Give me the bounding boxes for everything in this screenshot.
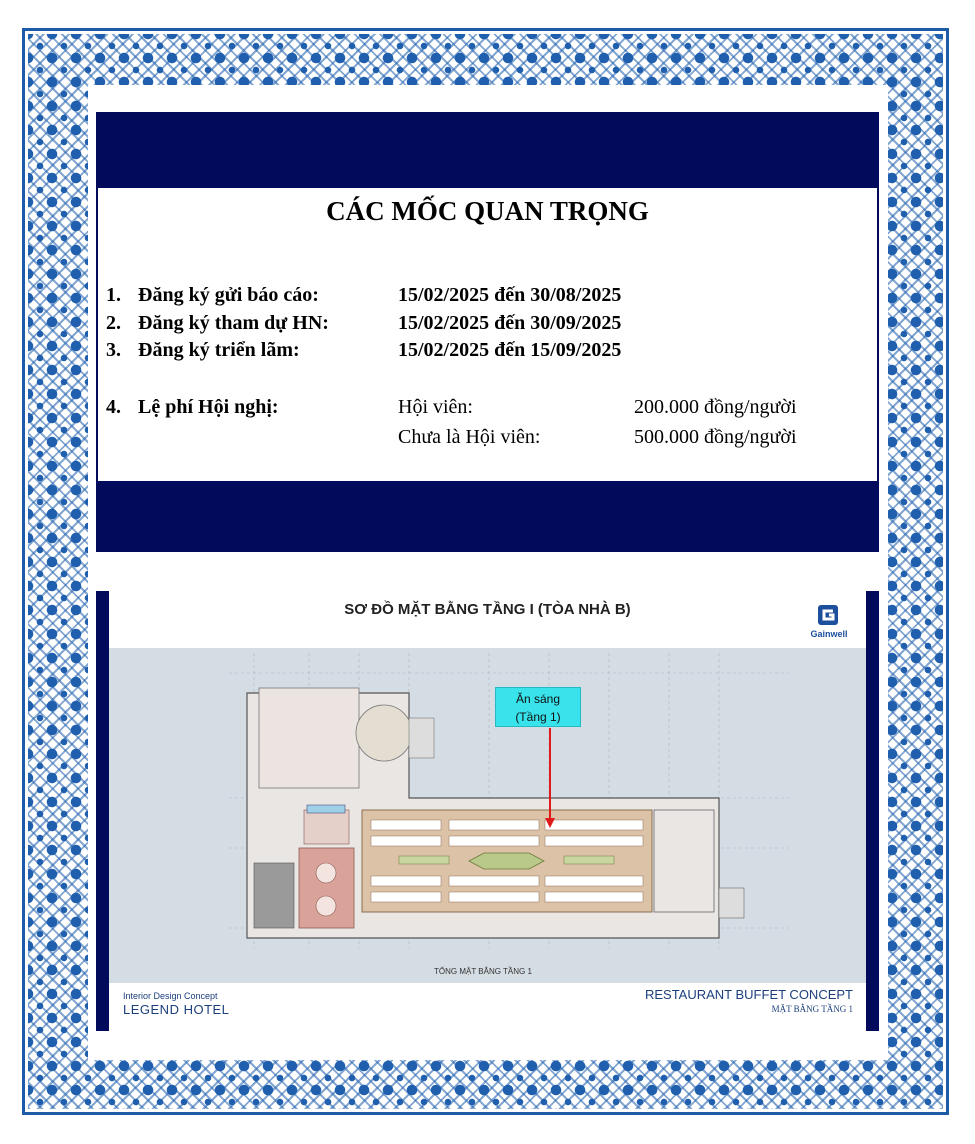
fee-price-non-member: 500.000 đồng/người <box>634 426 797 448</box>
milestone-date: 15/02/2025 đến 30/08/2025 <box>398 284 622 306</box>
milestone-label: Đăng ký triển lãm: <box>138 339 300 361</box>
fee-price-member: 200.000 đồng/người <box>634 396 797 418</box>
milestone-label: Đăng ký gửi báo cáo: <box>138 284 319 306</box>
milestone-label: Đăng ký tham dự HN: <box>138 312 329 334</box>
fee-category-member: Hội viên: <box>398 396 473 418</box>
card-footer-band <box>96 481 879 552</box>
card-left-border <box>96 188 98 481</box>
callout-line-1: Ăn sáng <box>515 692 561 706</box>
floor-plan-right-bar <box>866 591 879 1031</box>
card-right-border <box>877 188 879 481</box>
fee-category-non-member: Chưa là Hội viên: <box>398 426 541 448</box>
card-header-band <box>96 112 879 188</box>
footer-right-subtitle: MẶT BẰNG TẦNG 1 <box>771 1004 853 1014</box>
milestones-title: CÁC MỐC QUAN TRỌNG <box>326 196 649 226</box>
gainwell-logo-text: Gainwell <box>810 629 848 639</box>
milestone-number: 2. <box>106 312 121 334</box>
fee-number: 4. <box>106 396 121 418</box>
footer-left-title: LEGEND HOTEL <box>123 1002 230 1017</box>
milestone-number: 3. <box>106 339 121 361</box>
footer-left-subtitle: Interior Design Concept <box>123 991 218 1001</box>
milestone-date: 15/02/2025 đến 30/09/2025 <box>398 312 622 334</box>
milestone-number: 1. <box>106 284 121 306</box>
floor-plan-panel <box>96 591 879 1031</box>
milestone-date: 15/02/2025 đến 15/09/2025 <box>398 339 622 361</box>
callout-line-2: (Tầng 1) <box>515 710 561 724</box>
floor-plan-caption: TỔNG MẶT BẰNG TẦNG 1 <box>434 967 532 976</box>
floor-plan-drawing <box>109 648 866 983</box>
floor-plan-svg <box>109 648 866 983</box>
fee-label: Lệ phí Hội nghị: <box>138 396 279 418</box>
gainwell-logo-icon <box>804 603 854 629</box>
floor-plan-title: SƠ ĐỒ MẶT BẰNG TẦNG I (TÒA NHÀ B) <box>344 601 631 618</box>
gainwell-logo <box>804 603 854 643</box>
breakfast-callout <box>495 687 581 727</box>
footer-right-title: RESTAURANT BUFFET CONCEPT <box>644 987 853 1002</box>
floor-plan-left-bar <box>96 591 109 1031</box>
